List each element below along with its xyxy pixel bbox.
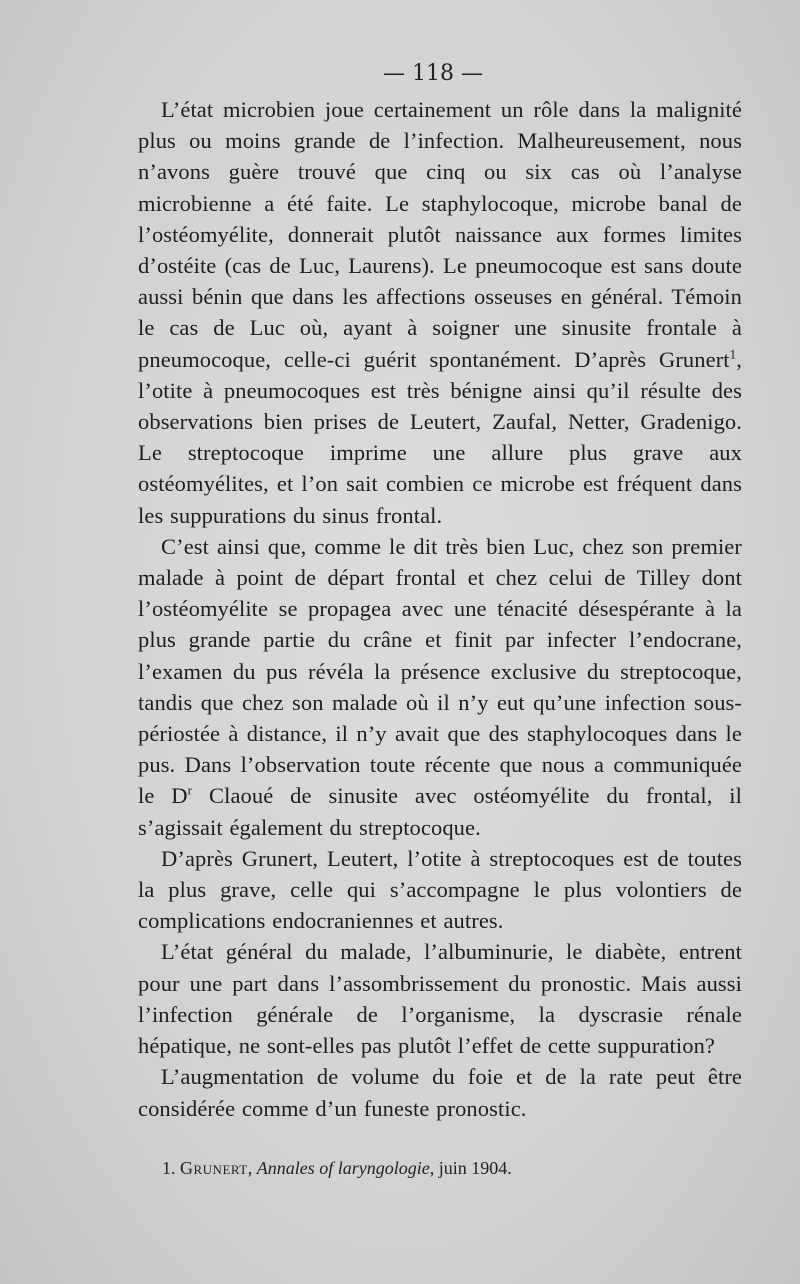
paragraph-5: L’augmentation de volume du foie et de la rate peut être considérée comme d’un funeste pronostic. bbox=[138, 1064, 742, 1121]
footnote-date: , juin 1904. bbox=[429, 1158, 512, 1178]
paragraph-2-text-a: C’est ainsi que, comme le dit très bien Luc, chez son premier malade à point de départ frontal et chez celui de Tilley dont l’ostéomyélite se propagea avec une ténacité désespérante à la plus grande partie du crâne et finit par infecter l’endocrane, l’examen du pus révéla la présence exclusive du streptocoque, tandis que chez son malade où il n’y eut qu’une infection sous-périostée à distance, il n’y avait que des staphylocoques dans le pus. Dans l’observation toute récente que nous a communiquée le D bbox=[138, 533, 742, 809]
paragraph-1-text-a: L’état microbien joue certainement un rôle dans la malignité plus ou moins grande de l’infection. Malheureusement, nous n’avons guère trouvé que cinq ou six cas où l’analyse microbienne a été faite. Le staphylocoque, microbe banal de l’ostéomyélite, donnerait plutôt naissance aux formes limites d’ostéite (cas de Luc, Laurens). Le pneumocoque est sans doute aussi bénin que dans les affections osseuses en général. Témoin le cas de Luc où, ayant à soigner une sinusite frontale à pneumocoque, celle-ci guérit spontanément. D’après Grunert bbox=[138, 97, 742, 372]
paragraph-3: D’après Grunert, Leutert, l’otite à streptocoques est de toutes la plus grave, celle qui s’accompagne le plus volontiers de complications endocraniennes et autres. bbox=[138, 845, 742, 934]
footnote-marker: 1. bbox=[162, 1158, 176, 1178]
paragraph-1-text-b: , l’otite à pneumocoques est très bénigne ainsi qu’il résulte des observations bien prises de Leutert, Zaufal, Netter, Gradenigo. Le streptocoque imprime une allure plus grave aux ostéomyélites, et l’on sait combien ce microbe est fréquent dans les suppurations du sinus frontal. bbox=[138, 346, 742, 528]
footnote-separator: , bbox=[247, 1158, 257, 1178]
paragraph-2-text-b: Claoué de sinusite avec ostéomyélite du frontal, il s’agissait également du streptocoque. bbox=[138, 783, 742, 840]
footnote bbox=[162, 1155, 512, 1181]
page-number: — 118 — bbox=[383, 61, 483, 86]
footnote-title: Annales of laryngologie bbox=[256, 1158, 430, 1178]
paragraph-1 bbox=[138, 94, 742, 531]
doctor-abbreviation-superscript: r bbox=[187, 782, 193, 798]
footnote-author: Grunert bbox=[180, 1158, 248, 1178]
body-text bbox=[138, 94, 742, 1124]
footnote-reference: 1 bbox=[729, 346, 737, 362]
paragraph-2 bbox=[138, 531, 742, 843]
paragraph-4: L’état général du malade, l’albuminurie, le diabète, entrent pour une part dans l’assombrissement du pronostic. Mais aussi l’infection générale de l’organisme, la dyscrasie rénale hépatique, ne sont-elles pas plutôt l’effet de cette suppuration? bbox=[138, 939, 742, 1059]
